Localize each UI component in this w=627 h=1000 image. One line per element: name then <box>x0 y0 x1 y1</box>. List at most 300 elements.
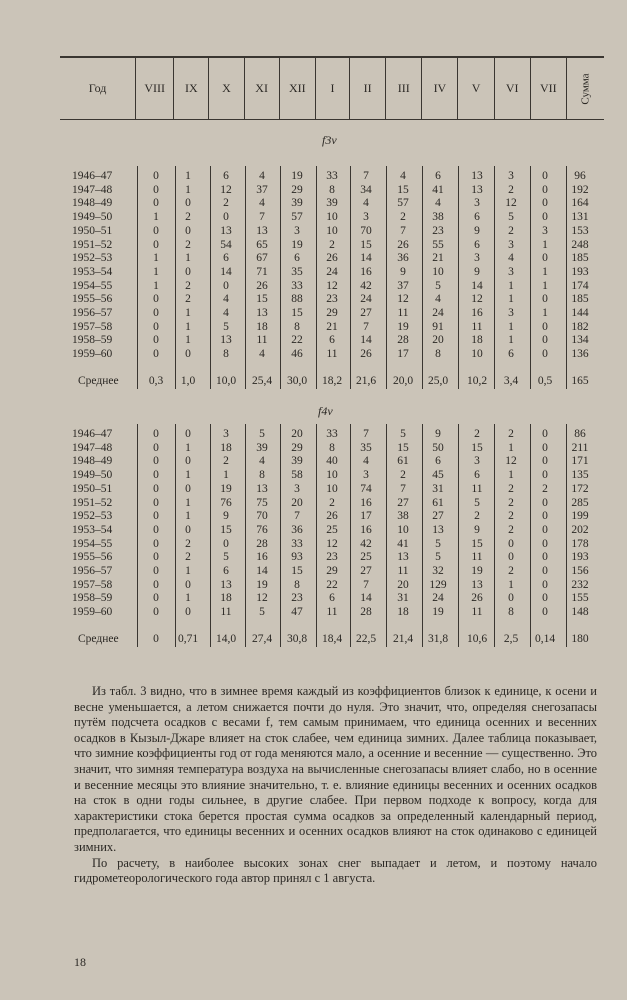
cell-value: 7 <box>363 320 369 333</box>
cell-value: 1 <box>508 469 514 482</box>
cell-sum: 156 <box>571 565 589 577</box>
cell-value: 1 <box>185 592 191 605</box>
cell-value: 23 <box>432 224 444 237</box>
cell-sum: 193 <box>571 265 589 278</box>
cell-value: 7 <box>400 224 406 237</box>
average-sum: 180 <box>571 632 589 645</box>
column-rule <box>530 424 531 647</box>
cell-value: 2 <box>185 279 191 292</box>
cell-value: 2 <box>185 537 191 550</box>
cell-value: 16 <box>360 265 372 278</box>
cell-value: 27 <box>360 565 372 577</box>
average-value: 18,2 <box>321 374 343 387</box>
cell-value: 0 <box>508 592 514 605</box>
cell-value: 0 <box>153 455 159 468</box>
cell-value: 5 <box>223 551 229 564</box>
cell-value: 4 <box>259 348 265 361</box>
section-title-f3v: f3v <box>322 133 337 147</box>
cell-value: 19 <box>256 578 268 591</box>
cell-value: 19 <box>432 606 444 619</box>
cell-value: 35 <box>291 265 303 278</box>
row-year: 1959–60 <box>72 348 113 361</box>
average-value: 10,0 <box>215 374 237 387</box>
cell-value: 37 <box>397 279 409 292</box>
cell-value: 1 <box>508 293 514 306</box>
header-sum: Сумма <box>566 58 604 119</box>
cell-value: 8 <box>294 578 300 591</box>
row-year: 1956–57 <box>72 307 113 319</box>
cell-value: 9 <box>474 224 480 237</box>
average-value: 18,4 <box>321 632 343 645</box>
cell-sum: 171 <box>571 455 589 468</box>
cell-value: 0 <box>542 551 548 564</box>
cell-value: 0 <box>153 320 159 333</box>
cell-value: 24 <box>326 265 338 278</box>
cell-value: 0 <box>153 537 159 550</box>
row-year: 1957–58 <box>72 320 113 333</box>
cell-value: 67 <box>256 252 268 265</box>
cell-value: 3 <box>474 252 480 265</box>
cell-value: 1 <box>153 211 159 224</box>
row-year: 1947–48 <box>72 441 113 454</box>
cell-sum: 174 <box>571 279 589 292</box>
cell-value: 1 <box>185 320 191 333</box>
cell-value: 21 <box>326 320 338 333</box>
cell-value: 26 <box>256 279 268 292</box>
column-rule <box>350 166 351 389</box>
average-value: 14,0 <box>215 632 237 645</box>
cell-value: 71 <box>256 265 268 278</box>
cell-sum: 285 <box>571 496 589 509</box>
cell-value: 10 <box>471 348 483 361</box>
cell-value: 13 <box>256 307 268 319</box>
cell-value: 1 <box>153 252 159 265</box>
cell-value: 2 <box>185 238 191 251</box>
cell-value: 1 <box>185 469 191 482</box>
cell-value: 1 <box>185 170 191 182</box>
column-rule <box>350 424 351 647</box>
column-rule <box>175 166 176 389</box>
cell-value: 0 <box>153 496 159 509</box>
cell-value: 0 <box>508 551 514 564</box>
cell-value: 16 <box>360 523 372 536</box>
row-year: 1959–60 <box>72 606 113 619</box>
header-month: VI <box>494 58 530 119</box>
cell-value: 4 <box>400 170 406 182</box>
cell-value: 7 <box>400 482 406 495</box>
cell-value: 8 <box>508 606 514 619</box>
cell-value: 0 <box>542 252 548 265</box>
cell-value: 35 <box>360 441 372 454</box>
cell-value: 1 <box>508 279 514 292</box>
cell-value: 25 <box>360 551 372 564</box>
cell-value: 2 <box>508 482 514 495</box>
cell-value: 0 <box>185 455 191 468</box>
row-year: 1950–51 <box>72 482 113 495</box>
cell-value: 0 <box>542 170 548 182</box>
cell-value: 5 <box>400 428 406 440</box>
cell-value: 0 <box>542 455 548 468</box>
column-rule <box>566 166 567 389</box>
cell-value: 76 <box>220 496 232 509</box>
cell-value: 20 <box>291 496 303 509</box>
cell-value: 7 <box>363 170 369 182</box>
cell-value: 0 <box>153 428 159 440</box>
cell-value: 55 <box>432 238 444 251</box>
cell-value: 0 <box>153 334 159 347</box>
row-year: 1953–54 <box>72 523 113 536</box>
cell-value: 3 <box>474 455 480 468</box>
cell-value: 50 <box>432 441 444 454</box>
cell-value: 4 <box>223 307 229 319</box>
cell-value: 6 <box>435 455 441 468</box>
cell-value: 75 <box>256 496 268 509</box>
cell-value: 2 <box>508 183 514 196</box>
cell-value: 13 <box>220 334 232 347</box>
cell-value: 31 <box>432 482 444 495</box>
cell-value: 12 <box>505 455 517 468</box>
average-value: 1,0 <box>180 374 196 387</box>
cell-value: 0 <box>153 197 159 210</box>
cell-value: 28 <box>256 537 268 550</box>
cell-value: 2 <box>508 428 514 440</box>
cell-value: 2 <box>185 293 191 306</box>
cell-value: 13 <box>471 170 483 182</box>
cell-value: 22 <box>326 578 338 591</box>
cell-value: 42 <box>360 279 372 292</box>
cell-value: 24 <box>432 307 444 319</box>
column-rule <box>386 424 387 647</box>
cell-value: 0 <box>542 592 548 605</box>
cell-value: 0 <box>153 224 159 237</box>
cell-value: 1 <box>185 510 191 523</box>
average-value: 22,5 <box>355 632 377 645</box>
cell-value: 0 <box>185 348 191 361</box>
average-value: 21,4 <box>392 632 414 645</box>
cell-value: 2 <box>508 496 514 509</box>
cell-value: 15 <box>291 307 303 319</box>
cell-value: 1 <box>508 320 514 333</box>
cell-value: 2 <box>508 565 514 577</box>
cell-value: 18 <box>220 441 232 454</box>
cell-value: 32 <box>432 565 444 577</box>
cell-value: 0 <box>153 523 159 536</box>
column-rule <box>530 166 531 389</box>
cell-value: 17 <box>360 510 372 523</box>
cell-value: 15 <box>220 523 232 536</box>
cell-value: 22 <box>291 334 303 347</box>
cell-value: 4 <box>259 455 265 468</box>
cell-value: 12 <box>326 279 338 292</box>
cell-sum: 136 <box>571 348 589 361</box>
average-value: 0,5 <box>537 374 553 387</box>
cell-value: 10 <box>432 265 444 278</box>
cell-value: 0 <box>153 469 159 482</box>
cell-value: 2 <box>329 496 335 509</box>
column-rule <box>316 424 317 647</box>
cell-value: 15 <box>471 537 483 550</box>
section-title-f4v: f4v <box>318 404 333 418</box>
cell-value: 36 <box>291 523 303 536</box>
cell-value: 6 <box>474 469 480 482</box>
cell-value: 11 <box>471 482 483 495</box>
cell-value: 15 <box>360 238 372 251</box>
cell-value: 10 <box>326 482 338 495</box>
cell-value: 23 <box>291 592 303 605</box>
column-rule <box>494 166 495 389</box>
average-value: 3,4 <box>503 374 519 387</box>
average-value: 0 <box>153 632 159 645</box>
cell-value: 47 <box>291 606 303 619</box>
cell-value: 7 <box>363 428 369 440</box>
column-rule <box>137 166 138 389</box>
cell-value: 12 <box>326 537 338 550</box>
cell-value: 46 <box>291 348 303 361</box>
cell-value: 0 <box>153 348 159 361</box>
header-month: IX <box>173 58 208 119</box>
cell-value: 0 <box>185 428 191 440</box>
cell-value: 11 <box>471 606 483 619</box>
cell-sum: 135 <box>571 469 589 482</box>
cell-value: 1 <box>508 441 514 454</box>
cell-value: 4 <box>508 252 514 265</box>
cell-value: 2 <box>329 238 335 251</box>
cell-sum: 232 <box>571 578 589 591</box>
header-month: XII <box>279 58 315 119</box>
cell-sum: 155 <box>571 592 589 605</box>
cell-value: 6 <box>329 592 335 605</box>
cell-sum: 178 <box>571 537 589 550</box>
cell-value: 15 <box>397 183 409 196</box>
row-year: 1952–53 <box>72 252 113 265</box>
row-year: 1958–59 <box>72 334 113 347</box>
cell-value: 5 <box>435 551 441 564</box>
cell-value: 70 <box>360 224 372 237</box>
cell-value: 54 <box>220 238 232 251</box>
cell-value: 1 <box>185 307 191 319</box>
average-value: 2,5 <box>503 632 519 645</box>
cell-sum: 185 <box>571 293 589 306</box>
column-rule <box>316 166 317 389</box>
cell-value: 16 <box>471 307 483 319</box>
cell-value: 6 <box>294 252 300 265</box>
cell-value: 0 <box>153 441 159 454</box>
cell-value: 5 <box>223 320 229 333</box>
row-year: 1952–53 <box>72 510 113 523</box>
cell-value: 3 <box>542 224 548 237</box>
header-month: XI <box>244 58 279 119</box>
cell-value: 41 <box>432 183 444 196</box>
cell-value: 5 <box>435 279 441 292</box>
cell-value: 61 <box>397 455 409 468</box>
cell-value: 29 <box>291 183 303 196</box>
cell-value: 4 <box>435 197 441 210</box>
cell-value: 25 <box>326 523 338 536</box>
column-rule <box>245 166 246 389</box>
cell-sum: 153 <box>571 224 589 237</box>
column-rule <box>566 424 567 647</box>
cell-value: 0 <box>153 293 159 306</box>
column-rule <box>422 424 423 647</box>
cell-value: 0 <box>542 496 548 509</box>
cell-value: 12 <box>256 592 268 605</box>
row-year: 1949–50 <box>72 469 113 482</box>
cell-value: 6 <box>435 170 441 182</box>
cell-value: 14 <box>360 592 372 605</box>
cell-value: 8 <box>223 348 229 361</box>
cell-value: 1 <box>185 183 191 196</box>
paragraph-1: Из табл. 3 видно, что в зимнее время каждый из коэффициентов близок к единице, к осени и весне уменьшается, а летом снижается почти до нуля. Это значит, что, определяя снегозапасы путём подсчета осадков с весами f, тем самым принимаем, что единица осенних и весенних осадков в Кызыл-Джаре влияет на сток слабее, чем единица зимних. Далее таблица показывает, что зимние коэффициенты год от года меняются мало, а осенние и весенние — существенно. Это значит, что зимняя температура воздуха на вычисленные снегозапасы влияет слабо, но в осенние и весенние месяцы это влияние значительно, т. е. влияние единицы весенних и осенних осадков на сток в одни годы сильнее, в другие слабее. При первом подходе к вопросу, когда для характеристики стока берется простая сумма осадков за определенный календарный период, предполагается, что единицы весенних и осенних осадков влияют на сток одинаково с единицей зимних. <box>74 684 597 854</box>
average-value: 31,8 <box>427 632 449 645</box>
cell-value: 8 <box>435 348 441 361</box>
cell-value: 0 <box>153 551 159 564</box>
cell-value: 0 <box>153 592 159 605</box>
cell-value: 10 <box>326 469 338 482</box>
cell-value: 2 <box>508 224 514 237</box>
cell-value: 13 <box>256 224 268 237</box>
header-month: II <box>349 58 385 119</box>
cell-value: 8 <box>329 441 335 454</box>
row-year: 1948–49 <box>72 455 113 468</box>
cell-value: 4 <box>363 455 369 468</box>
cell-value: 2 <box>508 510 514 523</box>
row-year: 1951–52 <box>72 496 113 509</box>
cell-value: 15 <box>397 441 409 454</box>
cell-value: 33 <box>291 279 303 292</box>
cell-value: 26 <box>397 238 409 251</box>
cell-value: 0 <box>542 348 548 361</box>
cell-value: 6 <box>508 348 514 361</box>
cell-value: 3 <box>294 482 300 495</box>
average-value: 30,0 <box>286 374 308 387</box>
cell-value: 12 <box>505 197 517 210</box>
average-value: 21,6 <box>355 374 377 387</box>
cell-value: 0 <box>542 428 548 440</box>
cell-value: 129 <box>429 578 447 591</box>
cell-value: 24 <box>432 592 444 605</box>
cell-value: 11 <box>397 565 409 577</box>
average-label: Среднее <box>78 374 119 387</box>
cell-value: 4 <box>259 170 265 182</box>
header-year: Год <box>88 81 107 95</box>
cell-value: 39 <box>256 441 268 454</box>
row-year: 1951–52 <box>72 238 113 251</box>
cell-value: 7 <box>294 510 300 523</box>
cell-value: 3 <box>474 197 480 210</box>
cell-value: 70 <box>256 510 268 523</box>
cell-value: 0 <box>185 224 191 237</box>
row-year: 1947–48 <box>72 183 113 196</box>
cell-value: 33 <box>326 428 338 440</box>
cell-value: 0 <box>153 578 159 591</box>
cell-value: 6 <box>223 170 229 182</box>
table-header <box>60 56 604 120</box>
cell-value: 1 <box>185 252 191 265</box>
cell-value: 14 <box>471 279 483 292</box>
cell-value: 8 <box>259 469 265 482</box>
cell-value: 2 <box>400 469 406 482</box>
cell-value: 29 <box>326 307 338 319</box>
cell-value: 39 <box>291 197 303 210</box>
cell-value: 1 <box>542 279 548 292</box>
cell-value: 16 <box>360 496 372 509</box>
cell-value: 2 <box>542 482 548 495</box>
cell-value: 14 <box>360 252 372 265</box>
cell-value: 0 <box>542 469 548 482</box>
cell-value: 39 <box>326 197 338 210</box>
cell-value: 1 <box>153 265 159 278</box>
cell-value: 3 <box>508 265 514 278</box>
cell-value: 27 <box>432 510 444 523</box>
cell-value: 4 <box>223 293 229 306</box>
cell-value: 29 <box>291 441 303 454</box>
cell-value: 23 <box>326 293 338 306</box>
cell-sum: 199 <box>571 510 589 523</box>
cell-value: 38 <box>432 211 444 224</box>
cell-value: 10 <box>326 224 338 237</box>
cell-value: 0 <box>153 307 159 319</box>
cell-value: 2 <box>400 211 406 224</box>
cell-value: 19 <box>471 565 483 577</box>
average-value: 10,2 <box>466 374 488 387</box>
cell-sum: 211 <box>571 441 589 454</box>
body-text <box>74 684 597 887</box>
row-year: 1956–57 <box>72 565 113 577</box>
cell-value: 0 <box>542 537 548 550</box>
cell-value: 4 <box>435 293 441 306</box>
cell-value: 42 <box>360 537 372 550</box>
cell-value: 33 <box>326 170 338 182</box>
cell-sum: 182 <box>571 320 589 333</box>
cell-value: 12 <box>471 293 483 306</box>
row-year: 1957–58 <box>72 578 113 591</box>
cell-value: 13 <box>397 551 409 564</box>
cell-value: 26 <box>360 348 372 361</box>
cell-value: 1 <box>542 307 548 319</box>
average-value: 25,4 <box>251 374 273 387</box>
cell-value: 1 <box>185 565 191 577</box>
cell-value: 26 <box>326 252 338 265</box>
cell-value: 15 <box>256 293 268 306</box>
cell-value: 0 <box>542 334 548 347</box>
cell-sum: 185 <box>571 252 589 265</box>
cell-value: 0 <box>153 183 159 196</box>
cell-value: 9 <box>474 265 480 278</box>
column-rule <box>422 166 423 389</box>
cell-value: 1 <box>185 441 191 454</box>
average-value: 20,0 <box>392 374 414 387</box>
cell-value: 9 <box>223 510 229 523</box>
average-value: 10,6 <box>466 632 488 645</box>
cell-value: 0 <box>508 537 514 550</box>
cell-sum: 193 <box>571 551 589 564</box>
cell-value: 2 <box>223 455 229 468</box>
cell-value: 11 <box>397 307 409 319</box>
cell-value: 19 <box>220 482 232 495</box>
cell-value: 7 <box>363 578 369 591</box>
cell-value: 41 <box>397 537 409 550</box>
cell-value: 2 <box>223 197 229 210</box>
cell-value: 11 <box>471 320 483 333</box>
row-year: 1954–55 <box>72 279 113 292</box>
cell-value: 13 <box>256 482 268 495</box>
cell-value: 26 <box>471 592 483 605</box>
column-rule <box>175 424 176 647</box>
cell-value: 17 <box>397 348 409 361</box>
cell-value: 27 <box>397 496 409 509</box>
cell-value: 9 <box>474 523 480 536</box>
cell-value: 58 <box>291 469 303 482</box>
